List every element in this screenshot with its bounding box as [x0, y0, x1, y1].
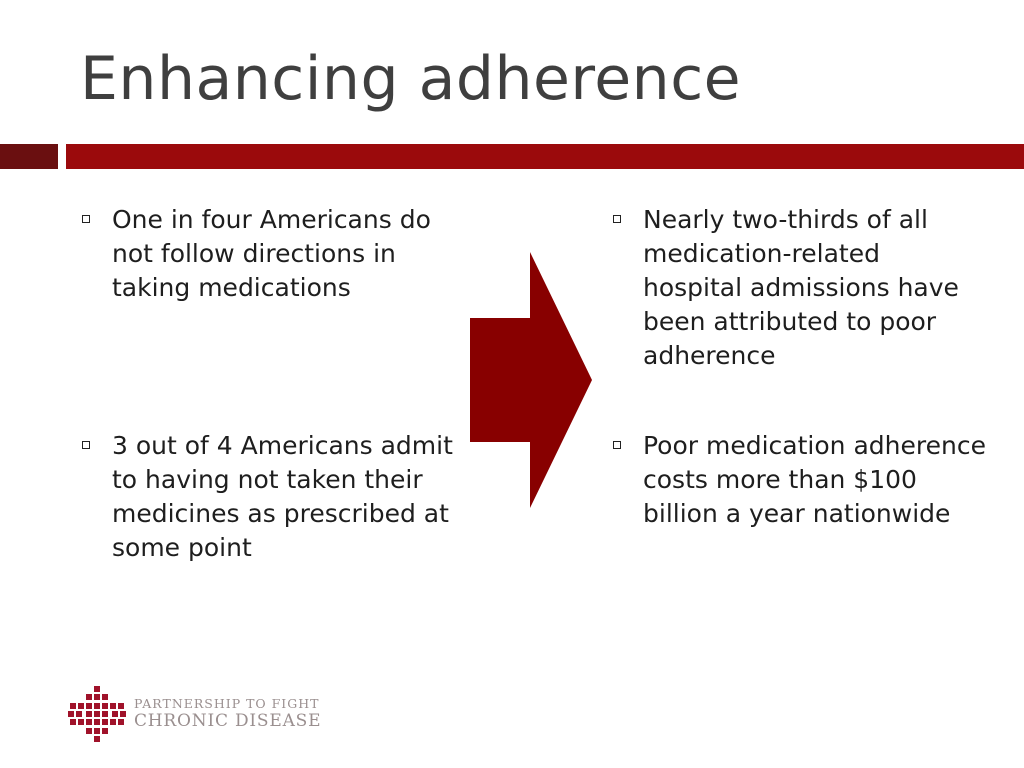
bullet-text: Poor medication adherence costs more than $100 billion a year nationwide [643, 431, 986, 528]
square-bullet-icon [82, 215, 90, 223]
square-bullet-icon [82, 441, 90, 449]
bullet-item [613, 429, 993, 531]
accent-bar-left [0, 144, 58, 169]
logo-cross-icon [68, 686, 126, 742]
slide-title: Enhancing adherence [80, 44, 742, 114]
bullet-item [82, 203, 462, 305]
bullet-text: One in four Americans do not follow directions in taking medications [112, 205, 431, 302]
bullet-text: 3 out of 4 Americans admit to having not taken their medicines as prescribed at some point [112, 431, 453, 562]
right-arrow-icon [470, 252, 594, 508]
square-bullet-icon [613, 441, 621, 449]
logo-line-2: CHRONIC DISEASE [134, 711, 322, 731]
logo-line-1: PARTNERSHIP TO FIGHT [134, 696, 320, 711]
square-bullet-icon [613, 215, 621, 223]
bullet-text: Nearly two-thirds of all medication-related hospital admissions have been attributed to poor adherence [643, 205, 959, 370]
accent-bar-main [66, 144, 1024, 169]
bullet-item [613, 203, 983, 373]
bullet-item [82, 429, 457, 565]
logo-wordmark [134, 696, 321, 732]
